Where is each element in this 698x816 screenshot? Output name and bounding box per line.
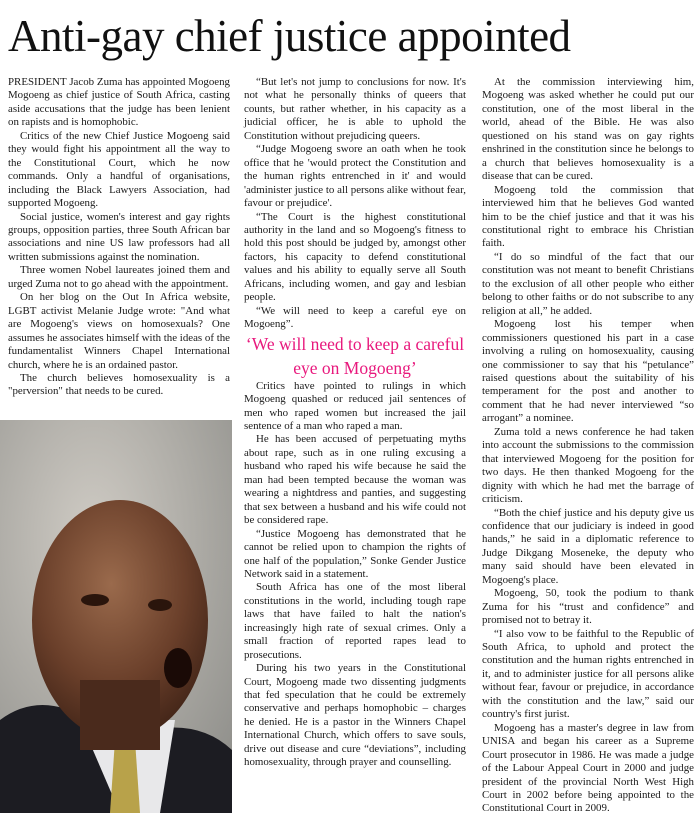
article-column-3 xyxy=(482,76,694,816)
article-paragraph: During his two years in the Constitutional Court, Mogoeng made two dissenting judgments that fed speculation that he could be extremely conservative and perhaps homophobic – charges he denied. He is a pastor in the Winners Chapel International Church, which offers to save souls, drive out disease and cure “deviations”, including homosexuality, through prayer and counselling. xyxy=(244,662,466,769)
article-paragraph: “Justice Mogoeng has demonstrated that he cannot be relied upon to champion the rights of one half of the population,” Sonke Gender Justice Network said in a statement. xyxy=(244,527,466,580)
article-paragraph: “But let's not jump to conclusions for now. It's not what he personally thinks of queers that counts, but rather whether, in his capacity as a judicial officer, he is able to uphold the Constitution without prejudicing queers. xyxy=(244,76,466,142)
article-paragraph: The church believes homosexuality is a "perversion" that needs to be cured. xyxy=(8,371,230,398)
portrait-photo xyxy=(0,420,232,813)
article-paragraph: At the commission interviewing him, Mogoeng was asked whether he could put our constitution, one of the most liberal in the world, ahead of the Bible. He was also questioned on his stand was on gay rights enshrined in the constitution since he belongs to a church that believes homosexuality is a disease that can be cured. xyxy=(482,76,694,183)
article-column-1 xyxy=(8,76,230,399)
article-paragraph: “The Court is the highest constitutional authority in the land and so Mogoeng's fitness to hold this post should be judged by, amongst other factors, his capacity to defend constitutional values and his ability to equally serve all South Africans, including women, and gay and lesbian people. xyxy=(244,210,466,304)
article-paragraph: Social justice, women's interest and gay rights groups, opposition parties, three South African bar associations and nine US law professors had all written submissions against the nomination. xyxy=(8,210,230,263)
article-column-2 xyxy=(244,76,466,770)
headline: Anti-gay chief justice appointed xyxy=(8,11,571,61)
article-paragraph: PRESIDENT Jacob Zuma has appointed Mogoeng Mogoeng as chief justice of South Africa, casting aside accusations that the judge has been lenient on rapists and is homophobic. xyxy=(8,76,230,129)
article-paragraph: Mogoeng lost his temper when commissioners questioned his part in a case involving a ruling on homosexuality, causing one commissioner to say that his “petulance” raised questions about the suitability of his temperament for the post and another to comment that he had never interviewed “so arrogant” a nominee. xyxy=(482,318,694,425)
article-paragraph: Three women Nobel laureates joined them and urged Zuma not to go ahead with the appointment. xyxy=(8,264,230,290)
article-paragraph: “Judge Mogoeng swore an oath when he took office that he 'would protect the Constitution and the human rights entrenched in it' and would 'administer justice to all persons alike without fear, favour or prejudice'. xyxy=(244,143,466,210)
article-paragraph: He has been accused of perpetuating myths about rape, such as in one ruling excusing a husband who raped his wife because he said the man had been tempted because the woman was wearing a nightdress and panties, and suggesting that sex between a husband and his wife could not be considered rape. xyxy=(244,433,466,527)
article-paragraph: Critics of the new Chief Justice Mogoeng said they would fight his appointment all the way to the Constitutional Court, which he now commands. Only a handful of organisations, including the Black Lawyers Association, had supported Mogoeng. xyxy=(8,129,230,210)
article-paragraph: Mogoeng told the commission that interviewed him that he believes God wanted him to be the chief justice and that it was his constitutional right to embrace his Christian faith. xyxy=(482,183,694,250)
article-paragraph: “We will need to keep a careful eye on Mogoeng”. xyxy=(244,304,466,331)
article-paragraph: Mogoeng, 50, took the podium to thank Zuma for his “trust and confidence” and promised not to betray it. xyxy=(482,587,694,627)
article-paragraph: South Africa has one of the most liberal constitutions in the world, including tough rape laws that have failed to halt the nation's increasingly high rate of sexual crimes. Only a small fraction of reported rapes lead to prosecutions. xyxy=(244,581,466,661)
pull-quote: ‘We will need to keep a careful eye on Mogoeng’ xyxy=(245,333,465,378)
article-paragraph: “I also vow to be faithful to the Republic of South Africa, to uphold and protect the constitution and the human rights entrenched in it, and to administer justice for all persons alike without fear, favour or prejudice, in accordance with the constitution and the law,” said our country's first jurist. xyxy=(482,627,694,721)
article-paragraph: “I do so mindful of the fact that our constitution was not meant to benefit Christians to the exclusion of all other people who either belong to other faiths or do not subscribe to any religion at all,” he added. xyxy=(482,250,694,317)
article-paragraph: On her blog on the Out In Africa website, LGBT activist Melanie Judge wrote: "And what are Mogoeng's views on homosexuals? One assumes he associates himself with the ideas of the fundamentalist Winners Chapel International church, where he is an ordained pastor. xyxy=(8,291,230,371)
article-paragraph: “Both the chief justice and his deputy give us confidence that our judiciary is indeed in good hands,” he said in a diplomatic reference to Judge Dikgang Moseneke, the deputy who many said should have been elevated in Mogoeng's place. xyxy=(482,506,694,586)
article-paragraph: Critics have pointed to rulings in which Mogoeng quashed or reduced jail sentences of men who raped women but increased the jail sentence of a man who raped a man. xyxy=(244,379,466,432)
article-paragraph: Zuma told a news conference he had taken into account the submissions to the commission that interviewed Mogoeng for the position for two days. He then thanked Mogoeng for the dignity with which he had met the barrage of criticism. xyxy=(482,425,694,506)
article-paragraph: Mogoeng has a master's degree in law from UNISA and began his career as a Supreme Court prosecutor in 1986. He was made a judge of the Labour Appeal Court in 2000 and judge president of the provincial North West High Court in 2002 before being appointed to the Constitutional Court in 2009. xyxy=(482,721,694,815)
